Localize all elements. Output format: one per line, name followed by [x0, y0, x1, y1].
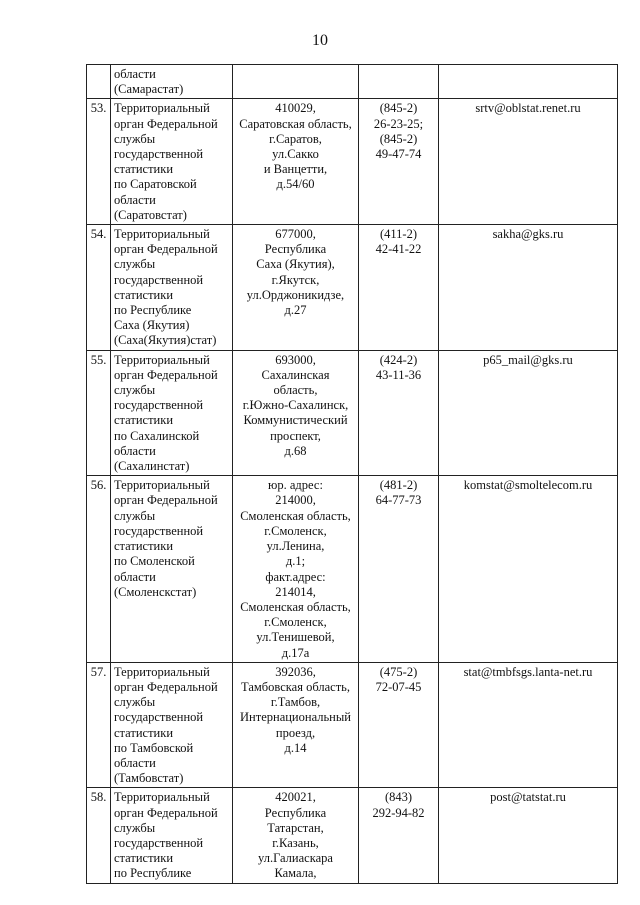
organization-name-line: по Тамбовской — [114, 740, 194, 755]
organization-name — [111, 476, 233, 662]
postal-address-line: Республика — [264, 805, 327, 820]
postal-address-line: Республика — [264, 242, 327, 257]
postal-address-line: проезд, — [275, 725, 316, 740]
row-number: 58. — [87, 788, 111, 883]
postal-address-line: д.17а — [281, 645, 310, 660]
postal-address — [233, 476, 359, 662]
postal-address-line: Татарстан, — [267, 820, 324, 835]
row-number: 55. — [87, 350, 111, 476]
postal-address — [233, 350, 359, 476]
organization-name — [111, 788, 233, 883]
phone-number-line: (411-2) — [379, 227, 418, 242]
organization-name-line: орган Федеральной — [114, 242, 218, 257]
postal-address-line: ул.Ленина, — [266, 539, 325, 554]
postal-address — [233, 662, 359, 788]
organization-name-line: орган Федеральной — [114, 493, 218, 508]
organization-name-line: статистики — [114, 851, 174, 866]
postal-address-line: д.1; — [285, 554, 306, 569]
organization-name-line: статистики — [114, 287, 174, 302]
postal-address-line: д.54/60 — [276, 177, 315, 192]
table-row — [87, 225, 618, 351]
organization-name-line: орган Федеральной — [114, 116, 218, 131]
postal-address — [233, 788, 359, 883]
page-number: 10 — [312, 32, 328, 49]
organization-name-line: области — [114, 569, 156, 584]
phone-number-line: (843) — [384, 790, 413, 805]
organization-name-line: статистики — [114, 725, 174, 740]
postal-address-line: д.27 — [284, 303, 307, 318]
phone-number-line: (845-2) — [379, 101, 418, 116]
organization-name-line: (Сахалинстат) — [114, 459, 190, 474]
table-row — [87, 350, 618, 476]
postal-address-line: д.68 — [284, 443, 307, 458]
postal-address-line: г.Тамбов, — [270, 695, 321, 710]
postal-address-line: д.14 — [284, 740, 307, 755]
email-address: post@tatstat.ru — [439, 788, 618, 883]
postal-address-line: Смоленская область, — [240, 599, 351, 614]
organization-name-line: (Самарастат) — [114, 82, 184, 97]
postal-address-line: 392036, — [275, 664, 316, 679]
organization-name-line: государственной — [114, 710, 204, 725]
organization-name-line: области — [114, 192, 156, 207]
organization-name-line: области — [114, 67, 156, 81]
row-number: 53. — [87, 99, 111, 225]
phone-number-line: (475-2) — [379, 664, 418, 679]
postal-address-line: Саратовская область, — [239, 116, 352, 131]
postal-address-line: г.Смоленск, — [264, 615, 327, 630]
phone-number-line: 292-94-82 — [372, 805, 425, 820]
phone-number-line: 43-11-36 — [375, 367, 422, 382]
postal-address-line: г.Казань, — [272, 835, 319, 850]
organization-name-line: по Республике — [114, 866, 192, 881]
organization-name-line: орган Федеральной — [114, 367, 218, 382]
organization-name-line: орган Федеральной — [114, 805, 218, 820]
postal-address-line: 214000, — [275, 493, 316, 508]
organization-name-line: службы — [114, 131, 156, 146]
organization-name-line: государственной — [114, 523, 204, 538]
postal-address-line: ул.Орджоникидзе, — [246, 287, 345, 302]
organization-name-line: Территориальный — [114, 664, 210, 679]
postal-address-line: проспект, — [270, 428, 321, 443]
organization-name — [111, 99, 233, 225]
organization-name-line: статистики — [114, 162, 174, 177]
organization-name-line: по Республике — [114, 303, 192, 318]
postal-address-line: ул.Тенишевой, — [256, 630, 335, 645]
phone-number-line: (424-2) — [379, 352, 418, 367]
postal-address-line: область, — [273, 383, 318, 398]
organization-name-line: службы — [114, 383, 156, 398]
postal-address — [233, 225, 359, 351]
organization-name — [111, 65, 233, 99]
postal-address-line: Интернациональный — [240, 710, 351, 725]
postal-address-line: Тамбовская область, — [241, 679, 350, 694]
phone-number-line: 26-23-25; — [373, 116, 424, 131]
postal-address-line: г.Южно-Сахалинск, — [242, 398, 349, 413]
postal-address-line: 420021, — [275, 790, 316, 805]
registry-table — [86, 64, 618, 884]
postal-address-line: г.Саратов, — [269, 131, 322, 146]
postal-address-line: факт.адрес: — [265, 569, 326, 584]
organization-name-line: области — [114, 443, 156, 458]
organization-name — [111, 225, 233, 351]
phone-number-line: (481-2) — [379, 478, 418, 493]
organization-name-line: Саха (Якутия) — [114, 318, 190, 333]
postal-address-line: Коммунистический — [243, 413, 348, 428]
organization-name-line: государственной — [114, 272, 204, 287]
organization-name-line: Территориальный — [114, 227, 210, 242]
organization-name-line: по Саратовской — [114, 177, 197, 192]
organization-name-line: статистики — [114, 539, 174, 554]
postal-address-line: 677000, — [275, 227, 316, 242]
organization-name-line: по Сахалинской — [114, 428, 200, 443]
table-row — [87, 99, 618, 225]
postal-address — [233, 99, 359, 225]
table-row — [87, 476, 618, 662]
postal-address — [233, 65, 359, 99]
phone-number — [359, 662, 439, 788]
organization-name-line: (Саха(Якутия)стат) — [114, 333, 217, 348]
postal-address-line: Камала, — [274, 866, 317, 881]
email-address: stat@tmbfsgs.lanta-net.ru — [439, 662, 618, 788]
email-address: komstat@smoltelecom.ru — [439, 476, 618, 662]
postal-address-line: Сахалинская — [261, 367, 330, 382]
phone-number-line: 49-47-74 — [375, 147, 422, 162]
phone-number — [359, 788, 439, 883]
phone-number-line: 72-07-45 — [375, 679, 422, 694]
phone-number — [359, 476, 439, 662]
email-address — [439, 65, 618, 99]
postal-address-line: г.Якутск, — [271, 272, 320, 287]
email-address: sakha@gks.ru — [439, 225, 618, 351]
organization-name-line: области — [114, 755, 156, 770]
postal-address-line: ул.Галиаскара — [258, 851, 333, 866]
postal-address-line: Смоленская область, — [240, 508, 351, 523]
table-row — [87, 788, 618, 883]
organization-name-line: службы — [114, 257, 156, 272]
organization-name-line: государственной — [114, 147, 204, 162]
phone-number — [359, 350, 439, 476]
organization-name-line: Территориальный — [114, 352, 210, 367]
organization-name-line: статистики — [114, 413, 174, 428]
organization-name-line: по Смоленской — [114, 554, 195, 569]
row-number: 56. — [87, 476, 111, 662]
organization-name-line: службы — [114, 508, 156, 523]
postal-address-line: Саха (Якутия), — [256, 257, 335, 272]
phone-number — [359, 225, 439, 351]
organization-name-line: (Тамбовстат) — [114, 771, 184, 786]
postal-address-line: 410029, — [275, 101, 316, 116]
organization-name-line: службы — [114, 695, 156, 710]
postal-address-line: юр. адрес: — [268, 478, 323, 493]
organization-name-line: (Смоленскстат) — [114, 584, 197, 599]
postal-address-line: 693000, — [275, 352, 316, 367]
postal-address-line: г.Смоленск, — [264, 523, 327, 538]
organization-name — [111, 350, 233, 476]
phone-number-line: (845-2) — [379, 131, 418, 146]
organization-name-line: государственной — [114, 835, 204, 850]
postal-address-line: ул.Сакко — [272, 147, 319, 162]
phone-number-line: 64-77-73 — [375, 493, 422, 508]
registry-table-body — [87, 65, 618, 884]
organization-name-line: Территориальный — [114, 478, 210, 493]
organization-name-line: государственной — [114, 398, 204, 413]
email-address: srtv@oblstat.renet.ru — [439, 99, 618, 225]
table-row — [87, 65, 618, 99]
phone-number — [359, 99, 439, 225]
email-address: p65_mail@gks.ru — [439, 350, 618, 476]
organization-name — [111, 662, 233, 788]
organization-name-line: орган Федеральной — [114, 679, 218, 694]
postal-address-line: 214014, — [275, 584, 316, 599]
organization-name-line: Территориальный — [114, 790, 210, 805]
row-number — [87, 65, 111, 99]
postal-address-line: и Ванцетти, — [263, 162, 328, 177]
row-number: 57. — [87, 662, 111, 788]
organization-name-line: (Саратовстат) — [114, 207, 187, 222]
phone-number — [359, 65, 439, 99]
row-number: 54. — [87, 225, 111, 351]
phone-number-line: 42-41-22 — [375, 242, 422, 257]
organization-name-line: службы — [114, 820, 156, 835]
organization-name-line: Территориальный — [114, 101, 210, 116]
table-row — [87, 662, 618, 788]
